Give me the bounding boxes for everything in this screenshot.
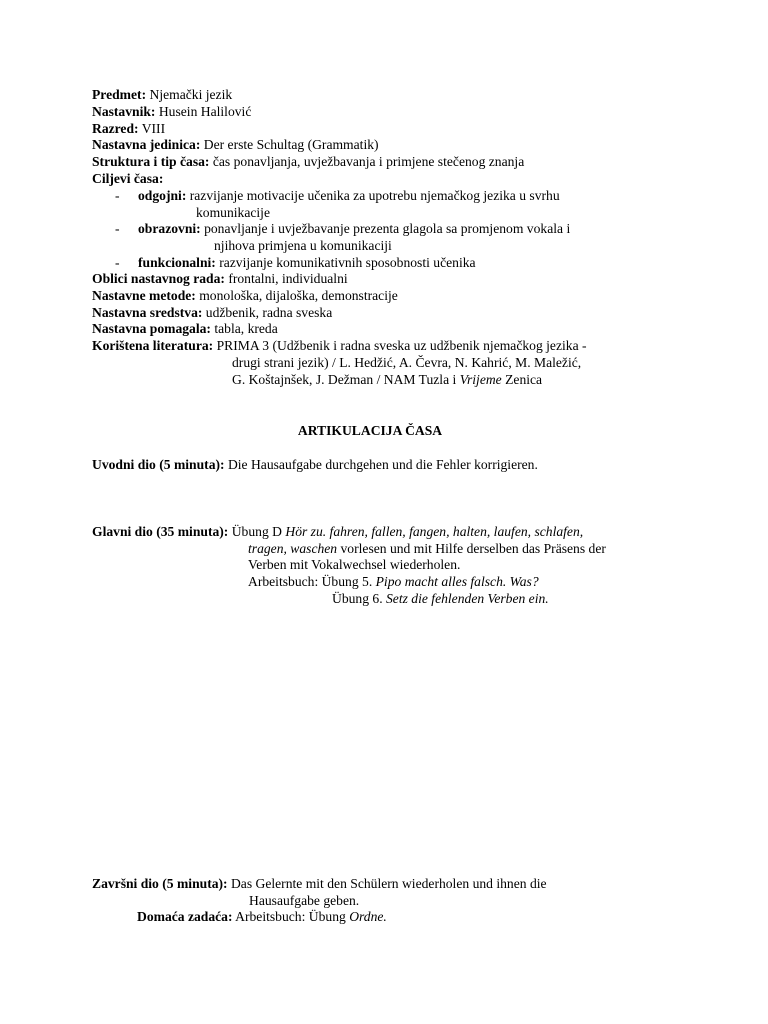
ciljevi-line bbox=[92, 170, 163, 187]
literatura-label: Korištena literatura: bbox=[92, 338, 214, 353]
sredstva-line bbox=[92, 304, 332, 321]
odgojni-dash: - bbox=[115, 188, 120, 203]
literatura-line bbox=[92, 337, 587, 354]
literatura-cont-2 bbox=[232, 371, 542, 388]
struktura-line bbox=[92, 153, 524, 170]
glavni-l5b: Setz die fehlenden Verben ein. bbox=[386, 591, 549, 606]
nastavnik-value: Husein Halilović bbox=[155, 104, 252, 119]
odgojni-value-cont: komunikacije bbox=[196, 205, 270, 220]
pomagala-line bbox=[92, 320, 278, 337]
literatura-cont-2c: Zenica bbox=[501, 372, 543, 387]
metode-line bbox=[92, 287, 398, 304]
literatura-cont-1: drugi strani jezik) / L. Hedžić, A. Čevra, N. Kahrić, M. Maležić, bbox=[232, 355, 582, 370]
funkcionalni-line bbox=[138, 254, 476, 271]
domaca-label: Domaća zadaća: bbox=[137, 909, 233, 924]
obrazovni-dash: - bbox=[115, 221, 120, 236]
pomagala-value: tabla, kreda bbox=[210, 321, 278, 336]
struktura-label: Struktura i tip časa: bbox=[92, 154, 210, 169]
domaca-value-a: Arbeitsbuch: Übung bbox=[232, 909, 350, 924]
glavni-line bbox=[92, 523, 583, 540]
funkcionalni-dash: - bbox=[115, 255, 120, 270]
nastavnik-line bbox=[92, 103, 251, 120]
glavni-line-3: Verben mit Vokalwechsel wiederholen. bbox=[248, 557, 461, 572]
predmet-label: Predmet: bbox=[92, 87, 147, 102]
glavni-line-2 bbox=[248, 540, 606, 557]
literatura-cont-2a: G. Koštajnšek, J. Dežman / NAM Tuzla i bbox=[232, 372, 460, 387]
odgojni-line bbox=[138, 187, 560, 204]
zavrsni-label: Završni dio (5 minuta): bbox=[92, 876, 228, 891]
funkcionalni-label: funkcionalni: bbox=[138, 255, 216, 270]
razred-label: Razred: bbox=[92, 121, 139, 136]
uvodni-value: Die Hausaufgabe durchgehen und die Fehler korrigieren. bbox=[224, 457, 538, 472]
funkcionalni-value: razvijanje komunikativnih sposobnosti učenika bbox=[215, 255, 476, 270]
razred-line bbox=[92, 120, 165, 137]
odgojni-label: odgojni: bbox=[138, 188, 187, 203]
glavni-l2b: vorlesen und mit Hilfe derselben das Präsens der bbox=[337, 541, 606, 556]
literatura-cont-2b: Vrijeme bbox=[459, 372, 502, 387]
title-text: ARTIKULACIJA ČASA bbox=[297, 423, 443, 438]
zavrsni-line bbox=[92, 875, 547, 892]
pomagala-label: Nastavna pomagala: bbox=[92, 321, 211, 336]
ciljevi-label: Ciljevi časa: bbox=[92, 171, 164, 186]
struktura-value: čas ponavljanja, uvježbavanja i primjene stečenog znanja bbox=[209, 154, 525, 169]
literatura-value: PRIMA 3 (Udžbenik i radna sveska uz udžbenik njemačkog jezika - bbox=[213, 338, 587, 353]
jedinica-line bbox=[92, 136, 379, 153]
domaca-value-b: Ordne. bbox=[349, 909, 387, 924]
obrazovni-line bbox=[138, 220, 570, 237]
glavni-l2a: tragen, waschen bbox=[248, 541, 338, 556]
glavni-line-4 bbox=[248, 573, 539, 590]
glavni-l4a: Arbeitsbuch: Übung 5. bbox=[248, 574, 376, 589]
sredstva-value: udžbenik, radna sveska bbox=[202, 305, 333, 320]
glavni-line-5 bbox=[332, 590, 549, 607]
glavni-l1a: Übung D bbox=[228, 524, 286, 539]
predmet-value: Njemački jezik bbox=[146, 87, 233, 102]
sredstva-label: Nastavna sredstva: bbox=[92, 305, 203, 320]
uvodni-label: Uvodni dio (5 minuta): bbox=[92, 457, 225, 472]
predmet-line bbox=[92, 86, 232, 103]
zavrsni-cont: Hausaufgabe geben. bbox=[249, 893, 360, 908]
page-title bbox=[0, 422, 740, 439]
jedinica-value: Der erste Schultag (Grammatik) bbox=[200, 137, 379, 152]
jedinica-label: Nastavna jedinica: bbox=[92, 137, 201, 152]
obrazovni-value-cont: njihova primjena u komunikaciji bbox=[214, 238, 392, 253]
razred-value: VIII bbox=[138, 121, 166, 136]
glavni-l5a: Übung 6. bbox=[332, 591, 386, 606]
glavni-l1b: Hör zu. fahren, fallen, fangen, halten, laufen, schlafen, bbox=[285, 524, 584, 539]
uvodni-line bbox=[92, 456, 538, 473]
oblici-value: frontalni, individualni bbox=[224, 271, 348, 286]
odgojni-value: razvijanje motivacije učenika za upotrebu njemačkog jezika u svrhu bbox=[186, 188, 560, 203]
nastavnik-label: Nastavnik: bbox=[92, 104, 156, 119]
domaca-line bbox=[137, 908, 387, 925]
oblici-label: Oblici nastavnog rada: bbox=[92, 271, 225, 286]
metode-value: monološka, dijaloška, demonstracije bbox=[195, 288, 398, 303]
glavni-l4b: Pipo macht alles falsch. Was? bbox=[375, 574, 539, 589]
obrazovni-value: ponavljanje i uvježbavanje prezenta glagola sa promjenom vokala i bbox=[200, 221, 571, 236]
oblici-line bbox=[92, 270, 348, 287]
glavni-label: Glavni dio (35 minuta): bbox=[92, 524, 229, 539]
zavrsni-value: Das Gelernte mit den Schülern wiederholen und ihnen die bbox=[227, 876, 547, 891]
metode-label: Nastavne metode: bbox=[92, 288, 196, 303]
obrazovni-label: obrazovni: bbox=[138, 221, 201, 236]
